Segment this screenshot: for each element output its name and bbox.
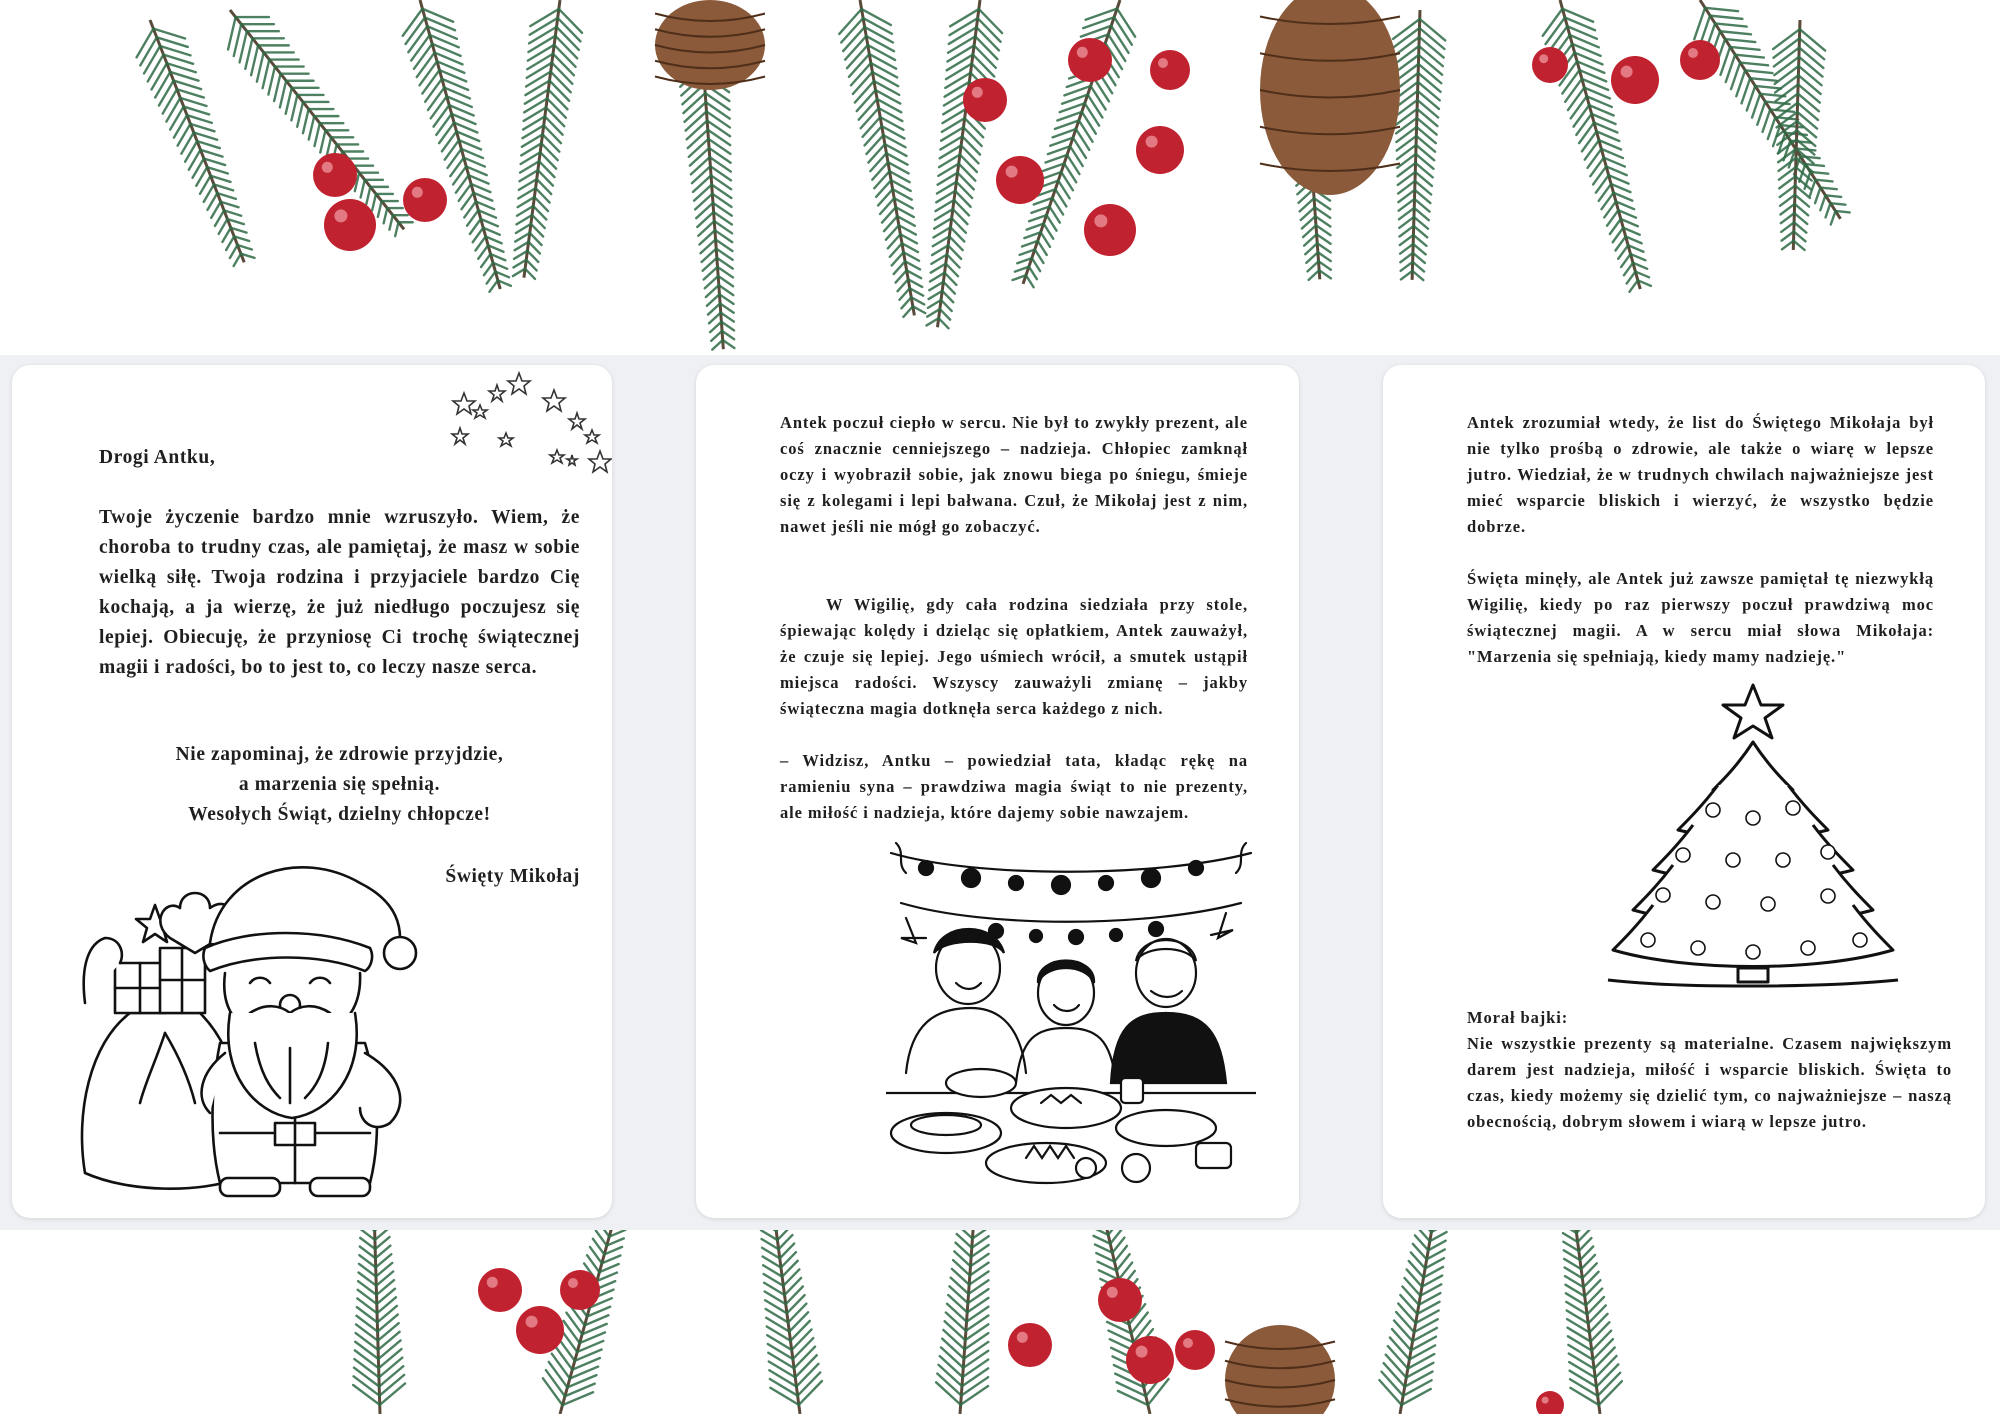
pine-cone [1260,0,1400,195]
berry [1008,1323,1052,1367]
berry [1126,1336,1174,1384]
moral-title: Morał bajki: [1467,1008,1569,1027]
berry [1680,40,1720,80]
berry [1136,126,1184,174]
berry [324,199,376,251]
pine-branch [1087,1230,1169,1414]
bottom-garland [0,1230,2000,1414]
letter-closing-2: a marzenia się spełnią. [238,774,441,795]
berry [1536,1391,1564,1414]
santa-icon [70,843,470,1203]
pine-branch [1393,10,1445,280]
top-garland [0,0,2000,355]
christmas-tree-icon [1598,680,1908,1005]
pine-branch [1694,0,1849,225]
berry [1084,204,1136,256]
berry [1175,1330,1215,1370]
pine-branch [513,0,582,279]
pine-branch [403,0,511,292]
berry [963,78,1007,122]
pine-berry-garland-bottom [0,1230,2000,1414]
pine-branch [228,10,413,236]
letter-body: Twoje życzenie bardzo mnie wzruszyło. Wiem, że choroba to trudny czas, ale pamiętaj, że masz w sobie wielką siłę. Twoja rodzina i przyjaciele bardzo Cię kochają, a ja wierzę, że już niedługo poczujesz się lepiej. Obiecuję, że przyniosę Ci trochę świątecznej magii i radości, bo to jest to, co leczy nasze serca. [99,507,580,678]
family-dinner-icon [886,833,1256,1203]
letter-greeting: Drogi Antku, [99,447,216,468]
page-story-2 [696,365,1299,1218]
pine-berry-garland-top [0,0,2000,355]
pine-cone [655,0,765,90]
berry [1098,1278,1142,1322]
page-letter [12,365,612,1218]
story-paragraph-2: W Wigilię, gdy cała rodzina siedziała przy stole, śpiewając kolędy i dzieląc się opłatkiem, Antek zauważył, że czuje się lepiej. Jego uśmiech wrócił, a smutek ustąpił miejsca radości. Wszyscy zauważyli zmianę – jakby świąteczna magia dotknęła serca każdego z nich. [780,595,1248,718]
berry [516,1306,564,1354]
pine-branch [137,20,255,266]
story-paragraph-3: – Widzisz, Antku – powiedział tata, kładąc rękę na ramieniu syna – prawdziwa magia świąt to nie prezenty, ale miłość i nadzieja, które dajemy sobie nawzajem. [780,751,1248,822]
berry [313,153,357,197]
berry [1068,38,1112,82]
story-paragraph-1: Antek poczuł ciepło w sercu. Nie był to zwykły prezent, ale coś znacznie cenniejszego – nadzieja. Chłopiec zamknął oczy i wyobraził sobie, jak znowu biega po śniegu, śmieje się z kolegami i lepi bałwana. Czuł, że Mikołaj jest z nim, nawet jeśli nie mógł go zobaczyć. [780,413,1248,536]
berry [403,178,447,222]
story-paragraph-4: Antek zrozumiał wtedy, że list do Świętego Mikołaja był nie tylko prośbą o zdrowie, ale także o wiarę w lepsze jutro. Wiedział, że w trudnych chwilach najważniejsze jest mieć wsparcie bliskich i wierzyć, że wszystko będzie dobrze. [1467,413,1934,536]
letter-signature: Święty Mikołaj [445,866,580,887]
berry [1611,56,1659,104]
pine-branch [353,1230,405,1414]
berry [1150,50,1190,90]
pine-branch [839,0,925,317]
pine-branch [1543,0,1651,292]
page-story-3 [1383,365,1985,1218]
pine-branch [1562,1230,1622,1414]
berry [1532,47,1568,83]
pine-branch [1379,1230,1451,1414]
pine-cone [1225,1325,1335,1414]
berry [560,1270,600,1310]
letter-closing-3: Wesołych Świąt, dzielny chłopcze! [188,804,491,825]
pine-branch [927,0,1003,328]
berry [996,156,1044,204]
pine-branch [936,1230,989,1414]
moral-body: Nie wszystkie prezenty są materialne. Czasem największym darem jest nadzieja, miłość i wsparcie bliskich. Święta to czas, kiedy możemy się dzielić tym, co najważniejsze – naszą obecnością, dobrym słowem i wiarą w lepsze jutro. [1467,1034,1952,1131]
berry [478,1268,522,1312]
letter-closing-1: Nie zapominaj, że zdrowie przyjdzie, [175,744,504,765]
pine-branch [758,1230,822,1414]
story-paragraph-5: Święta minęły, ale Antek już zawsze pamiętał tę niezwykłą Wigilię, kiedy po raz pierwszy poczuł prawdziwą moc świątecznej magii. A w sercu miał słowa Mikołaja: "Marzenia się spełniają, kiedy mamy nadzieję." [1467,569,1934,666]
